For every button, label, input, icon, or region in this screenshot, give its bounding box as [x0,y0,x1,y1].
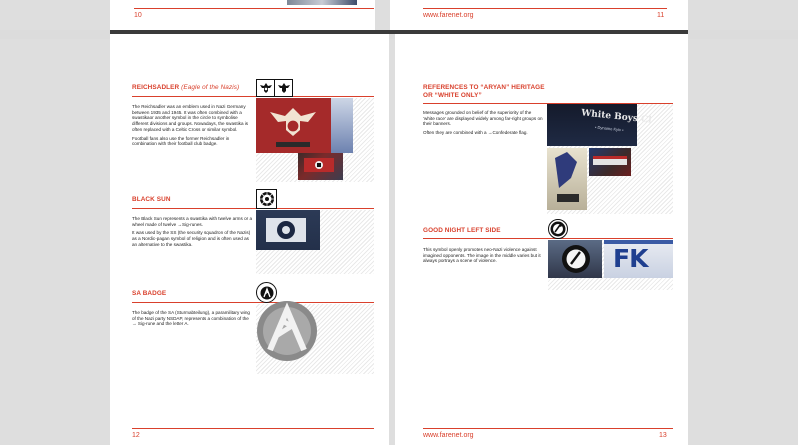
eagle-icon [256,79,275,97]
top-left-page [110,0,375,30]
fk-banner-text: FK [613,244,648,273]
page-number-13: 13 [659,432,667,439]
sa-badge-rule [132,302,374,303]
fk-banner-photo [604,240,673,278]
right-footer-url: www.farenet.org [423,432,474,439]
black-sun-text [132,216,254,251]
banner-photo-crowd [589,148,631,176]
eagle-icon-variant [274,79,293,97]
aryan-heritage-text [423,110,543,139]
left-page-12 [110,34,389,445]
page-number-11: 11 [657,12,665,19]
good-night-left-side-icon [548,219,568,239]
white-boys-club-banner-text: White Boys Cl [580,108,653,126]
banner-photo-stadium [547,148,587,210]
left-footer-rule [132,428,374,429]
reichsadler-flag-photo [256,98,331,153]
black-sun-rule [132,208,374,209]
reichsadler-title: REICHSADLER (Eagle of the Nazis) [132,84,240,91]
aryan-heritage-title-line1: REFERENCES TO “ARYAN” HERITAGE [423,84,545,91]
aryan-heritage-title [423,84,573,100]
sa-badge-text [132,310,254,330]
sa-badge-emblem [256,300,318,362]
reichsadler-crowd-photo [298,153,343,180]
reichsadler-stadium-photo-blue [331,98,353,153]
black-sun-paragraph-2: It was used by the SS (the security squadron of the Nazis) as a Nordic-pagan symbol of religion and is often used as an alternative to the swastika. [132,230,251,247]
aryan-heritage-paragraph-2: Often they are combined with a →Confederate flag. [423,130,528,136]
good-night-left-side-banner-photo [548,240,602,278]
top-left-footer-rule [134,8,374,9]
black-sun-paragraph-1: The Black Sun represents a swastika with twelve arms or a wheel made of twelve →Sig-runes. [132,216,252,227]
right-page-13 [395,34,688,445]
top-right-footer-rule [423,8,667,9]
fk-banner-stripe [604,240,673,244]
dynamo-kyiv-banner-text: • Dynamo Kyiv • [594,124,624,133]
white-boys-club-shirt-photo [547,104,653,146]
top-right-url: www.farenet.org [423,12,474,19]
reichsadler-paragraph-2: Football fans also use the former Reichsadler in combination with their football club badge. [132,135,230,147]
good-night-left-side-rule [423,238,673,239]
aryan-heritage-title-line2: OR “WHITE ONLY” [423,92,482,99]
sa-badge-paragraph-1: The badge of the SA (Sturmabteilung), a paramilitary wing of the Nazi party NSDAP, represents a combination of the → Sig-rune and the letter A. [132,310,250,327]
black-sun-banner-photo [256,210,320,250]
page-number-10: 10 [134,12,142,19]
black-sun-title: BLACK SUN [132,196,171,203]
good-night-left-side-title: GOOD NIGHT LEFT SIDE [423,227,501,234]
top-right-page [390,0,688,30]
top-left-photo-strip [287,0,357,5]
reichsadler-rule [132,96,374,97]
reichsadler-paragraph-1: The Reichsadler was an emblem used in Nazi Germany between 1935 and 1945. It was often combined with a swastikaor another symbol in the circle to symbolise different divisions and groups. Nowadays, the swastika is often replaced with a Celtic Cross or similar symbol. [132,104,249,132]
aryan-heritage-paragraph-1: Messages grounded on belief of the superiority of the ‘white race’ are displayed widely among far-right groups on their banners. [423,110,543,127]
page-number-12: 12 [132,432,140,439]
good-night-left-side-text [423,247,543,267]
black-sun-icon [256,189,277,209]
good-night-left-side-paragraph-1: This symbol openly promotes neo-Nazi violence against imagined opponents. The image in the middle varies but it always portrays a scene of violence. [423,247,541,264]
right-footer-rule [423,428,673,429]
sa-badge-title: SA BADGE [132,290,167,297]
reichsadler-text [132,104,254,150]
